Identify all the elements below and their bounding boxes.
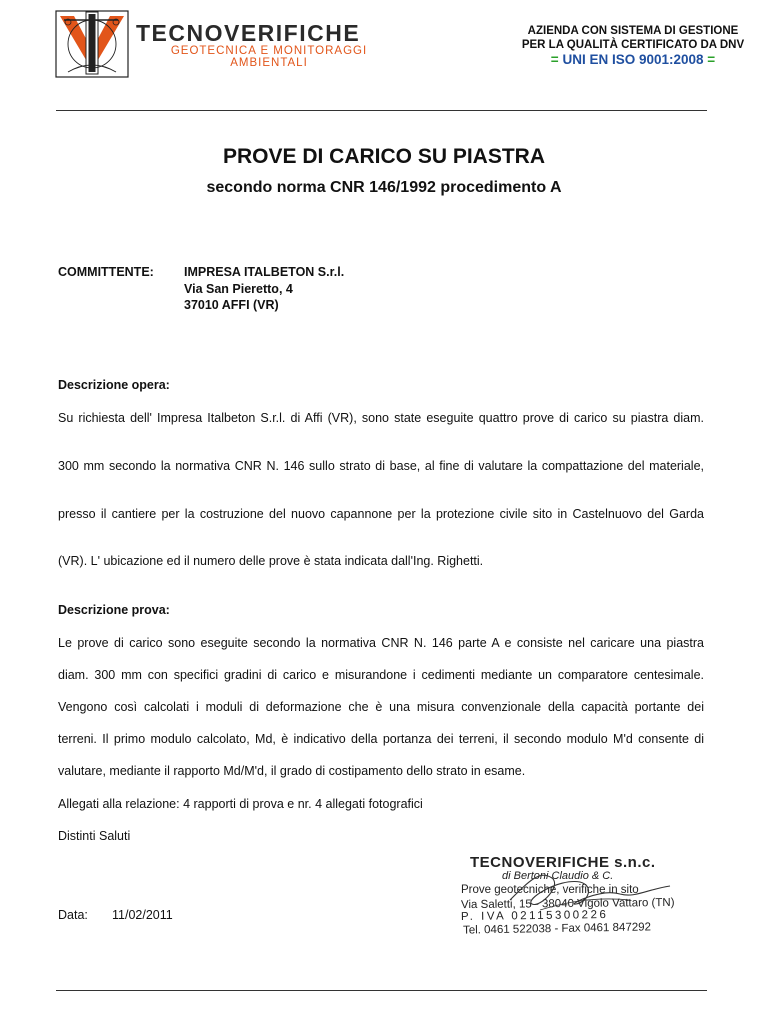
- stamp-line2: di Bertoni Claudio & C.: [502, 870, 614, 882]
- opera-line: (VR). L' ubicazione ed il numero delle prove è stata indicata dall'Ing. Righetti.: [58, 554, 484, 568]
- committente-address2: 37010 AFFI (VR): [184, 298, 279, 312]
- opera-line: Su richiesta dell' Impresa Italbeton S.r.l. di Affi (VR), sono state eseguite quattro prove di carico su piastra diam.: [58, 411, 704, 425]
- logo-mark-icon: [54, 8, 130, 80]
- signature-icon: [470, 860, 690, 930]
- document-title: PROVE DI CARICO SU PIASTRA: [222, 145, 546, 168]
- stamp-line5: P. IVA 02115300226: [460, 908, 609, 924]
- prova-line: terreni. Il primo modulo calcolato, Md, è indicativo della portanza dei terreni, il secondo modulo M'd consente di: [58, 732, 704, 746]
- prova-line: Le prove di carico sono eseguite secondo la normativa CNR N. 146 parte A e consiste nel caricare una piastra: [58, 636, 704, 650]
- logo-subtitle-line1: GEOTECNICA E MONITORAGGI: [170, 45, 368, 57]
- committente-name: IMPRESA ITALBETON S.r.l.: [184, 265, 345, 279]
- company-logo: [54, 8, 400, 80]
- cert-line2: PER LA QUALITÀ CERTIFICATO DA DNV: [521, 39, 745, 51]
- logo-company-name: TECNOVERIFICHE: [136, 20, 361, 46]
- date-value: 11/02/2011: [112, 908, 173, 922]
- stamp-line4: Via Saletti, 15 - 38040 Vigolo Vattaro (TN): [460, 896, 675, 912]
- opera-line: presso il cantiere per la costruzione del nuovo capannone per la protezione civile sito in Castelnuovo del Garda: [58, 507, 704, 521]
- date-label: Data:: [58, 908, 88, 922]
- certification-badge: [520, 24, 746, 67]
- committente-address1: Via San Pieretto, 4: [184, 282, 293, 296]
- logo-subtitle-line2: AMBIENTALI: [230, 57, 308, 69]
- document-subtitle: secondo norma CNR 146/1992 procedimento A: [206, 179, 562, 196]
- cert-iso-line: [520, 53, 746, 67]
- saluti-text: Distinti Saluti: [58, 829, 131, 843]
- descrizione-prova-heading: Descrizione prova:: [58, 603, 170, 617]
- prova-line: diam. 300 mm con specifici gradini di carico e misurandone i cedimenti mediante un comparatore centesimale.: [58, 668, 704, 682]
- committente-label: COMMITTENTE:: [58, 265, 154, 279]
- stamp-line3: Prove geotecniche, verifiche in sito: [461, 884, 639, 896]
- header-divider: [56, 110, 707, 111]
- cert-line1: AZIENDA CON SISTEMA DI GESTIONE: [527, 25, 739, 37]
- stamp-line6: Tel. 0461 522038 - Fax 0461 847292: [462, 921, 652, 937]
- opera-line: 300 mm secondo la normativa CNR N. 146 sullo strato di base, al fine di valutare la compattazione del materiale,: [58, 459, 704, 473]
- footer-divider: [56, 990, 707, 991]
- allegati-text: Allegati alla relazione: 4 rapporti di prova e nr. 4 allegati fotografici: [58, 797, 423, 811]
- prova-line: Vengono così calcolati i moduli di deformazione che è una misura convenzionale della capacità portante dei: [58, 700, 704, 714]
- stamp-line1: TECNOVERIFICHE s.n.c.: [470, 854, 656, 871]
- cert-iso: UNI EN ISO 9001:2008: [562, 52, 704, 67]
- prova-line: valutare, mediante il rapporto Md/M'd, il grado di costipamento dello strato in esame.: [58, 764, 526, 778]
- descrizione-opera-heading: Descrizione opera:: [58, 378, 170, 392]
- company-stamp: [460, 852, 700, 942]
- cert-eq-right: =: [707, 52, 716, 67]
- cert-eq-left: =: [550, 52, 559, 67]
- logo-subtitle: [134, 45, 404, 69]
